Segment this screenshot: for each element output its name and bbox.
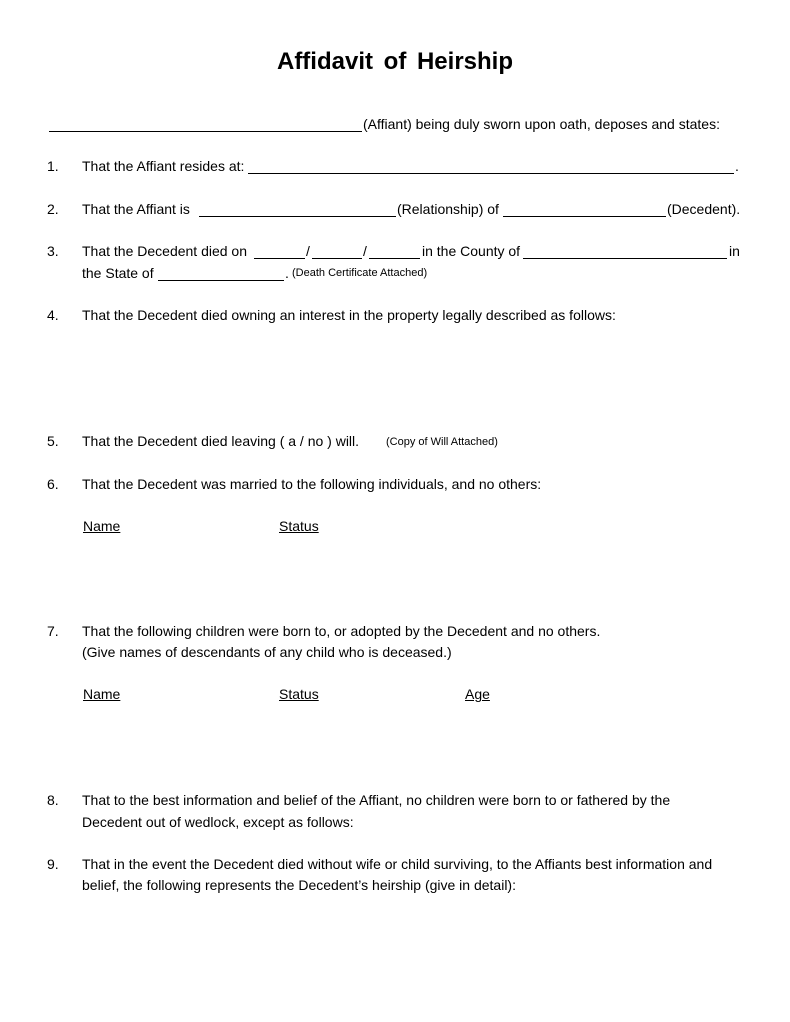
item-number: 3. — [47, 243, 59, 259]
spouse-name-header: Name — [83, 518, 121, 534]
relationship-field[interactable] — [199, 216, 396, 217]
item-number: 1. — [47, 158, 59, 174]
item-7-line2: (Give names of descendants of any child who is deceased.) — [82, 644, 452, 660]
date-slash: / — [306, 243, 310, 259]
item-9-line2: belief, the following represents the Decedent’s heirship (give in detail): — [82, 877, 516, 893]
item-number: 6. — [47, 476, 59, 492]
item-number: 2. — [47, 201, 59, 217]
child-status-header: Status — [279, 686, 319, 702]
item-3-line2: the State of — [82, 265, 154, 281]
item-7-text: That the following children were born to, or adopted by the Decedent and no others. — [82, 623, 601, 639]
affiant-name-field[interactable] — [49, 131, 362, 132]
item-number: 8. — [47, 792, 59, 808]
will-note: (Copy of Will Attached) — [386, 436, 498, 448]
item-6-text: That the Decedent was married to the following individuals, and no others: — [82, 476, 542, 492]
item-3-text: That the Decedent died on — [82, 243, 248, 259]
item-8-line2: Decedent out of wedlock, except as follows: — [82, 814, 354, 830]
death-day-field[interactable] — [312, 258, 362, 259]
document-title: Affidavit of Heirship — [276, 48, 513, 75]
item-5-text: That the Decedent died leaving ( a / no ) will. — [82, 433, 360, 449]
date-slash: / — [363, 243, 367, 259]
death-month-field[interactable] — [254, 258, 305, 259]
item-2-text: That the Affiant is — [82, 201, 190, 217]
decedent-name-field[interactable] — [503, 216, 666, 217]
item-1-text: That the Affiant resides at: — [82, 158, 245, 174]
spouse-status-header: Status — [279, 518, 319, 534]
death-certificate-note: (Death Certificate Attached) — [292, 267, 428, 279]
item-3-line2-end: . — [285, 265, 289, 281]
item-number: 7. — [47, 623, 59, 639]
item-number: 9. — [47, 856, 59, 872]
item-9-text: That in the event the Decedent died without wife or child surviving, to the Affiants best information and — [82, 856, 713, 872]
child-name-header: Name — [83, 686, 121, 702]
item-3-mid: in the County of — [422, 243, 521, 259]
county-field[interactable] — [523, 258, 727, 259]
residence-address-field[interactable] — [248, 173, 734, 174]
state-field[interactable] — [158, 280, 284, 281]
item-3-end: in — [729, 243, 740, 259]
item-2-mid: (Relationship) of — [397, 201, 499, 217]
child-age-header: Age — [465, 686, 490, 702]
item-8-text: That to the best information and belief of the Affiant, no children were born to or fathered by the — [82, 792, 671, 808]
death-year-field[interactable] — [369, 258, 420, 259]
intro-text: (Affiant) being duly sworn upon oath, deposes and states: — [363, 116, 720, 132]
item-1-end: . — [735, 158, 739, 174]
item-number: 5. — [47, 433, 59, 449]
item-2-end: (Decedent). — [667, 201, 741, 217]
item-number: 4. — [47, 307, 59, 323]
item-4-text: That the Decedent died owning an interest in the property legally described as follows: — [82, 307, 616, 323]
